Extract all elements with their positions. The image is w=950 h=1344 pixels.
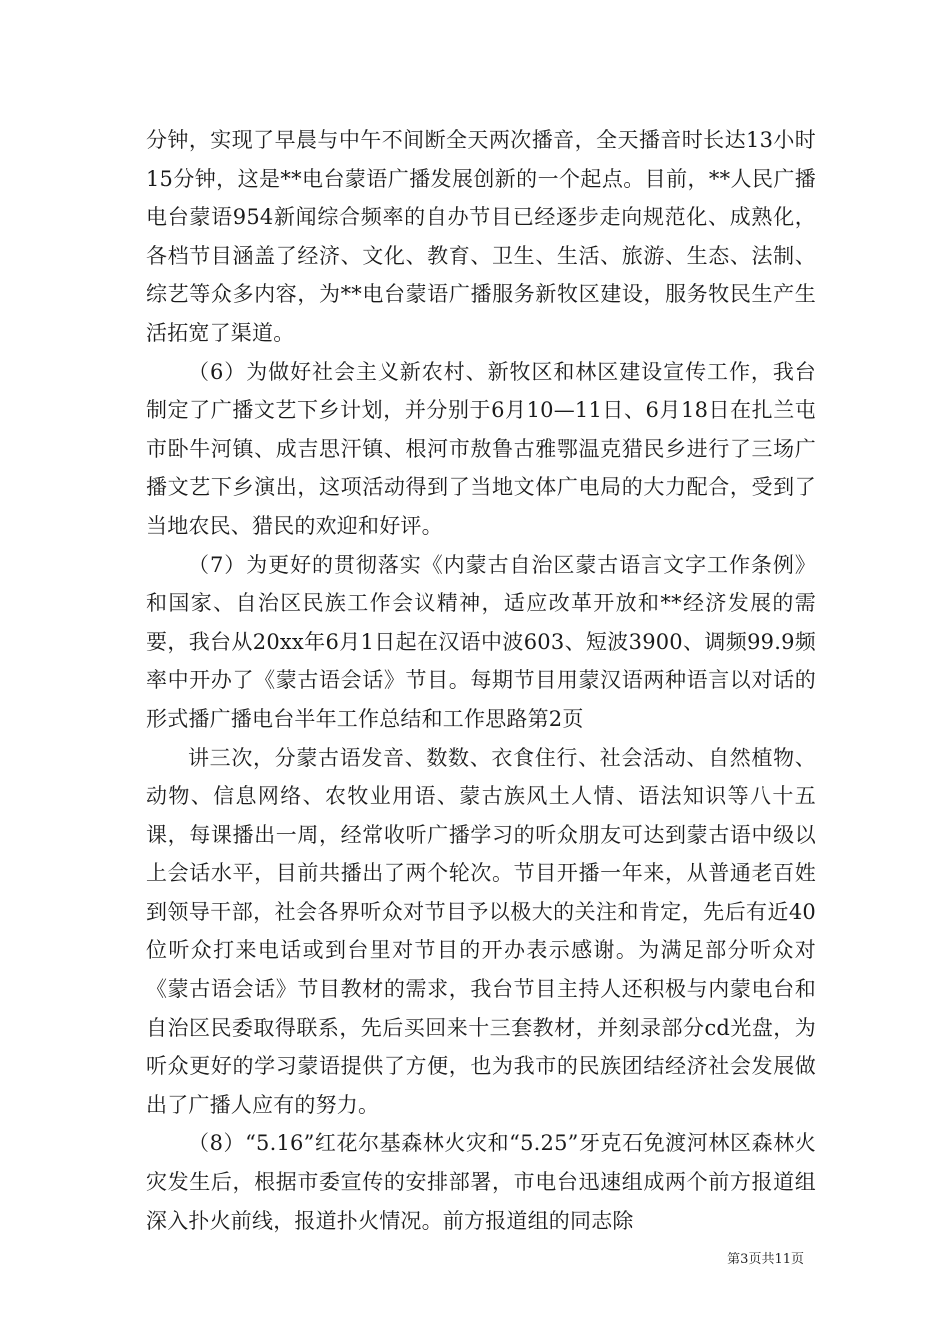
- document-body: [146, 121, 816, 1240]
- paragraph-5: （8）“5.16”红花尔基森林火灾和“5.25”牙克石免渡河林区森林火灾发生后，根据市委宣传的安排部署，市电台迅速组成两个前方报道组深入扑火前线，报道扑火情况。前方报道组的同志除: [146, 1131, 816, 1233]
- paragraph-1: 分钟，实现了早晨与中午不间断全天两次播音，全天播音时长达13小时15分钟，这是**电台蒙语广播发展创新的一个起点。目前，**人民广播电台蒙语954新闻综合频率的自办节目已经逐步走向规范化、成熟化，各档节目涵盖了经济、文化、教育、卫生、生活、旅游、生态、法制、综艺等众多内容，为**电台蒙语广播服务新牧区建设，服务牧民生产生活拓宽了渠道。: [146, 128, 816, 345]
- paragraph-3: （7）为更好的贯彻落实《内蒙古自治区蒙古语言文字工作条例》和国家、自治区民族工作会议精神，适应改革开放和**经济发展的需要，我台从20xx年6月1日起在汉语中波603、短波3900、调频99.9频率中开办了《蒙古语会话》节目。每期节目用蒙汉语两种语言以对话的形式播广播电台半年工作总结和工作思路第2页: [146, 552, 816, 731]
- paragraph-4: 讲三次，分蒙古语发音、数数、衣食住行、社会活动、自然植物、动物、信息网络、农牧业用语、蒙古族风土人情、语法知识等八十五课，每课播出一周，经常收听广播学习的听众朋友可达到蒙古语中级以上会话水平，目前共播出了两个轮次。节目开播一年来，从普通老百姓到领导干部，社会各界听众对节目予以极大的关注和肯定，先后有近40位听众打来电话或到台里对节目的开办表示感谢。为满足部分听众对《蒙古语会话》节目教材的需求，我台节目主持人还积极与内蒙电台和自治区民委取得联系，先后买回来十三套教材，并刻录部分cd光盘，为听众更好的学习蒙语提供了方便，也为我市的民族团结经济社会发展做出了广播人应有的努力。: [146, 745, 816, 1117]
- paragraph-2: （6）为做好社会主义新农村、新牧区和林区建设宣传工作，我台制定了广播文艺下乡计划，并分别于6月10—11日、6月18日在扎兰屯市卧牛河镇、成吉思汗镇、根河市敖鲁古雅鄂温克猎民乡进行了三场广播文艺下乡演出，这项活动得到了当地文体广电局的大力配合，受到了当地农民、猎民的欢迎和好评。: [146, 359, 816, 538]
- page-number-footer: 第3页共11页: [727, 1252, 804, 1267]
